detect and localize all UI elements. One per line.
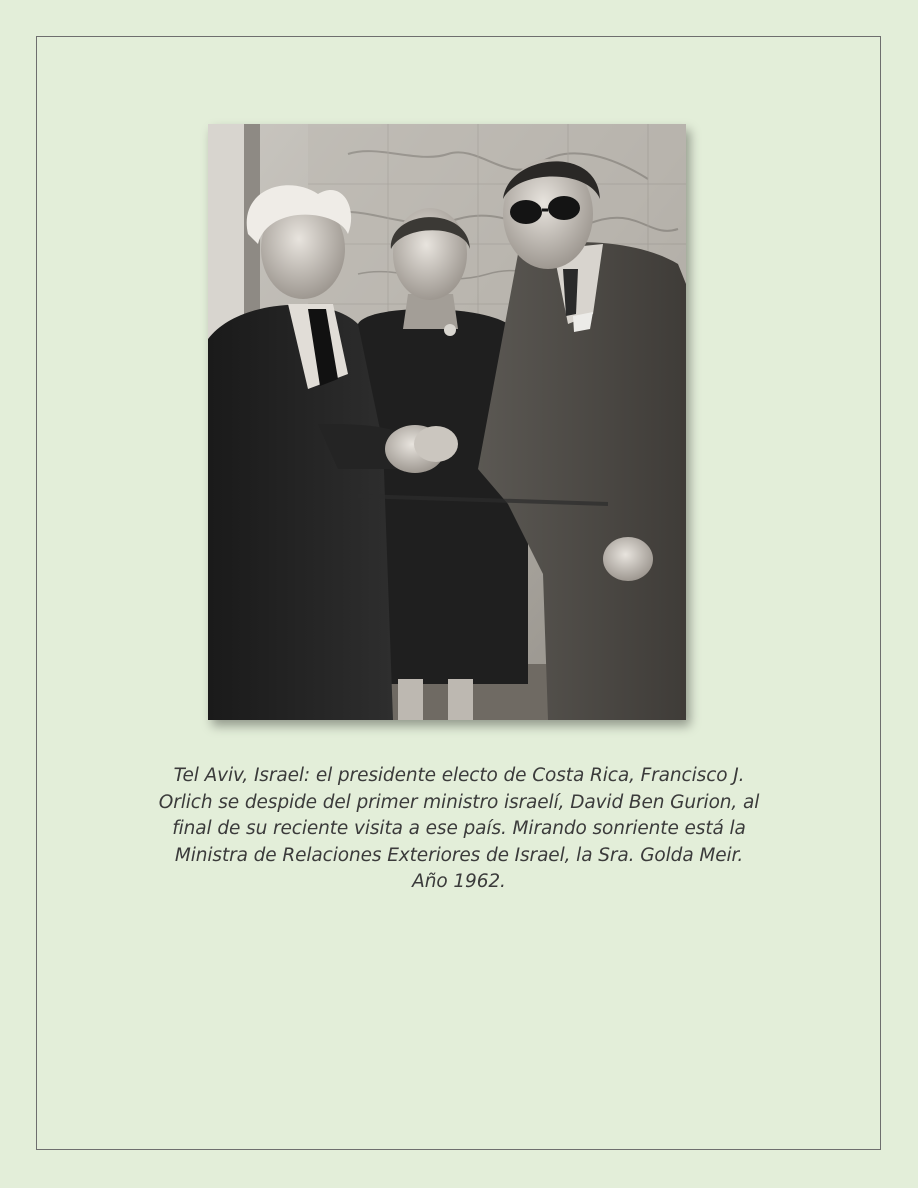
historical-photo <box>208 124 686 720</box>
caption-line-2: Orlich se despide del primer ministro israelí, David Ben Gurion, al <box>158 791 760 813</box>
caption-line-4: Ministra de Relaciones Exteriores de Israel, la Sra. Golda Meir. <box>174 844 744 866</box>
caption-line-3: final de su reciente visita a ese país. Mirando sonriente está la <box>172 818 746 839</box>
caption-line-1: Tel Aviv, Israel: el presidente electo de Costa Rica, Francisco J. <box>173 765 745 786</box>
photo-caption <box>110 763 808 896</box>
caption-line-5: Año 1962. <box>412 871 506 892</box>
photo-illustration <box>208 124 686 720</box>
